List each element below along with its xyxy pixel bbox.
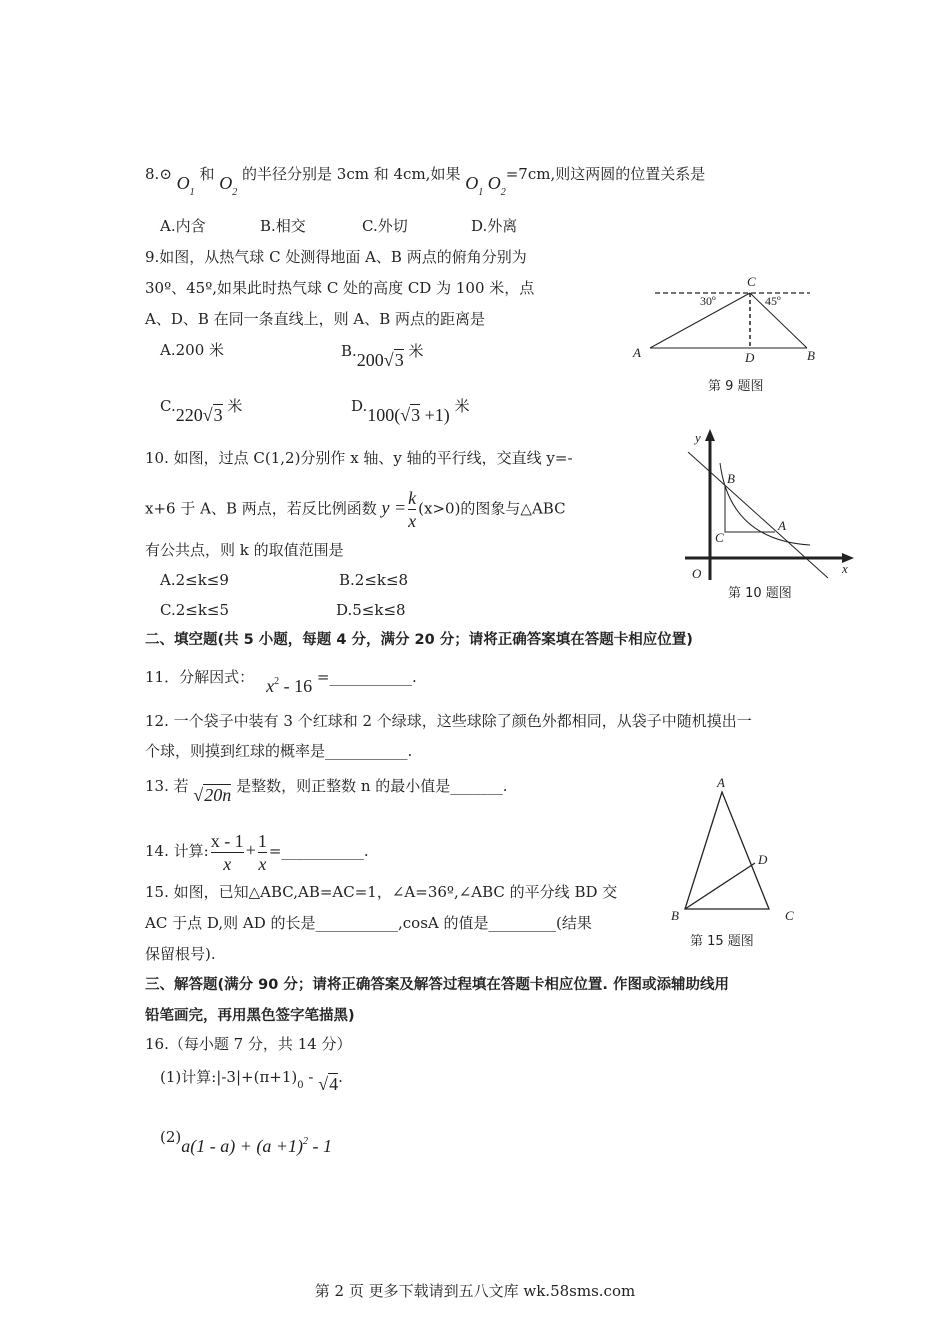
section-2-heading: 二、填空题(共 5 小题，每题 4 分，满分 20 分；请将正确答案填在答题卡相应位置) [145,632,693,648]
expr-post: +1) [420,405,450,425]
circle-symbol: ⊙ [159,165,172,183]
q10-line3: 有公共点，则 k 的取值范围是 [145,541,344,559]
angle-30: 30º [700,294,716,308]
p2-exponent: 2 [303,1136,309,1147]
o1-sub: 1 [189,187,195,198]
o12b: O [487,173,501,193]
unit: 米 [408,342,424,360]
q9-option-a: A.200 米 [160,341,224,359]
q11-text: 11．分解因式： [145,668,255,686]
exponent: 2 [274,676,280,687]
p1-text: (1)计算:|-3|+(π+1) [160,1068,298,1086]
q16-part1: (1)计算$:|-3|+(\pi+1)_0 - √4$. [160,1068,343,1094]
period: . [338,1068,343,1086]
figure-9 [625,270,825,370]
axis-y: y [695,430,701,445]
radicand: 3 [394,350,404,370]
angle-45: 45º [765,294,781,308]
q9-option-d: D.100(√3 +1) 米 [351,397,470,425]
page-footer: 第 2 页 更多下载请到五八文库 wk.58sms.com [314,1282,636,1300]
o2-sub: 2 [232,187,238,198]
p2-expr: a(1 - a) + (a +1) [181,1136,304,1156]
o12b-sub: 2 [500,187,506,198]
label-b: B [807,348,815,363]
radicand: 4 [329,1074,339,1094]
q10-option-b: B.2≤k≤8 [339,571,409,589]
axis-x: x [842,561,848,576]
q16-part2 [160,1122,333,1156]
figure-10-caption: 第 10 题图 [728,586,792,601]
expr: 100( [367,405,401,425]
label: B. [341,342,357,360]
q8-number: 8. [145,165,160,183]
q10-line2b: (x>0)的图象与△ABC [418,499,566,518]
label-c: C [715,530,724,545]
o1: O [176,173,190,193]
label-a: A [717,775,725,790]
and-text: 和 [199,165,215,183]
figure-15 [665,775,805,923]
frac1-num: x - 1 [210,830,244,851]
q8-text: 的半径分别是 3cm 和 4cm,如果 [242,165,461,183]
q8-option-d: D.外离 [471,217,518,235]
p2-end: - 1 [308,1136,333,1156]
q9-line1: 9.如图，从热气球 C 处测得地面 A、B 两点的俯角分别为 [145,248,527,266]
frac2-den: x [258,853,267,874]
section-3-heading: 三、解答题(满分 90 分；请将正确答案及解答过程填在答题卡相应位置. 作图或添辅助线用 [145,977,729,993]
radicand: 3 [213,405,223,425]
label-c: C [747,274,756,289]
o12a: O [465,173,479,193]
p1-exponent: 0 [297,1080,304,1091]
figure-9-caption: 第 9 题图 [708,379,764,394]
radicand: 20n [204,785,232,805]
figure-15-caption: 第 15 题图 [690,934,754,949]
p2-label: (2) [160,1128,182,1146]
expr: 200 [356,350,384,370]
question-14 [145,826,369,875]
question-8 [145,163,706,198]
label-b: B [727,471,735,486]
q13-pre: 13. 若 [145,777,189,795]
q8-option-b: B.相交 [260,217,306,235]
q10-option-a: A.2≤k≤9 [160,571,229,589]
label-a: A [778,518,786,533]
q10-line2a: x+6 于 A、B 两点，若反比例函数 [145,499,377,518]
answer-blank: =___________. [268,842,369,860]
frac-den: x [408,511,417,531]
unit: 米 [454,397,470,415]
label: D. [351,397,368,415]
o2: O [219,173,233,193]
q8-tail: =7cm,则这两圆的位置关系是 [505,165,706,183]
section-3-heading-cont: 铅笔画完，再用黑色签字笔描黑) [145,1008,355,1024]
figure-10 [680,425,860,585]
frac1-den: x [223,853,232,874]
plus: + [245,840,256,860]
label-c: C [785,908,794,923]
q13-post: 是整数，则正整数 n 的最小值是_______. [236,777,508,795]
label-b: B [671,908,679,923]
q8-option-a: A.内含 [160,217,206,235]
unit: 米 [227,397,243,415]
q9-option-c: C.220√3 米 [160,397,243,425]
q16-heading: 16.（每小题 7 分，共 14 分） [145,1035,352,1053]
label-a: A [633,345,641,360]
minus: - [303,1068,319,1086]
q15-line2: AC 于点 D,则 AD 的长是___________,cosA 的值是_________(结果 [145,914,592,932]
label-d: D [758,852,768,867]
expr-rest: - 16 [279,676,313,696]
frac2-num: 1 [257,830,267,851]
q15-line3: 保留根号). [145,945,216,963]
radicand: 3 [411,405,421,425]
label: C. [160,397,176,415]
q15-line1: 15. 如图，已知△ABC,AB=AC=1，∠A=36º,∠ABC 的平分线 BD 交 [145,883,618,901]
q10-option-d: D.5≤k≤8 [336,601,406,619]
q12-line2: 个球，则摸到红球的概率是___________. [145,742,413,760]
q9-option-b: B.200√3 米 [341,342,424,370]
origin-o: O [692,566,702,581]
label-d: D [745,350,755,365]
y-eq: y = [381,497,407,518]
q10-line2 [145,487,566,532]
q14-pre: 14. 计算: [145,842,209,860]
q10-line1: 10. 如图，过点 C(1,2)分别作 x 轴、y 轴的平行线，交直线 y=- [145,449,573,467]
q9-line2: 30º、45º,如果此时热气球 C 处的高度 CD 为 100 米，点 [145,279,535,297]
q10-option-c: C.2≤k≤5 [160,601,230,619]
expr: 220 [175,405,203,425]
question-11 [145,662,417,696]
answer-blank: =___________. [316,668,417,686]
q8-option-c: C.外切 [362,217,408,235]
frac-num: k [408,488,417,508]
o12a-sub: 1 [478,187,484,198]
q12-line1: 12. 一个袋子中装有 3 个红球和 2 个绿球，这些球除了颜色外都相同，从袋子中随机摸出一 [145,712,752,730]
question-13: 13. 若 √20n 是整数，则正整数 n 的最小值是_______. [145,777,508,805]
q9-line3: A、D、B 在同一条直线上，则 A、B 两点的距离是 [145,310,486,328]
x: x [266,676,275,696]
